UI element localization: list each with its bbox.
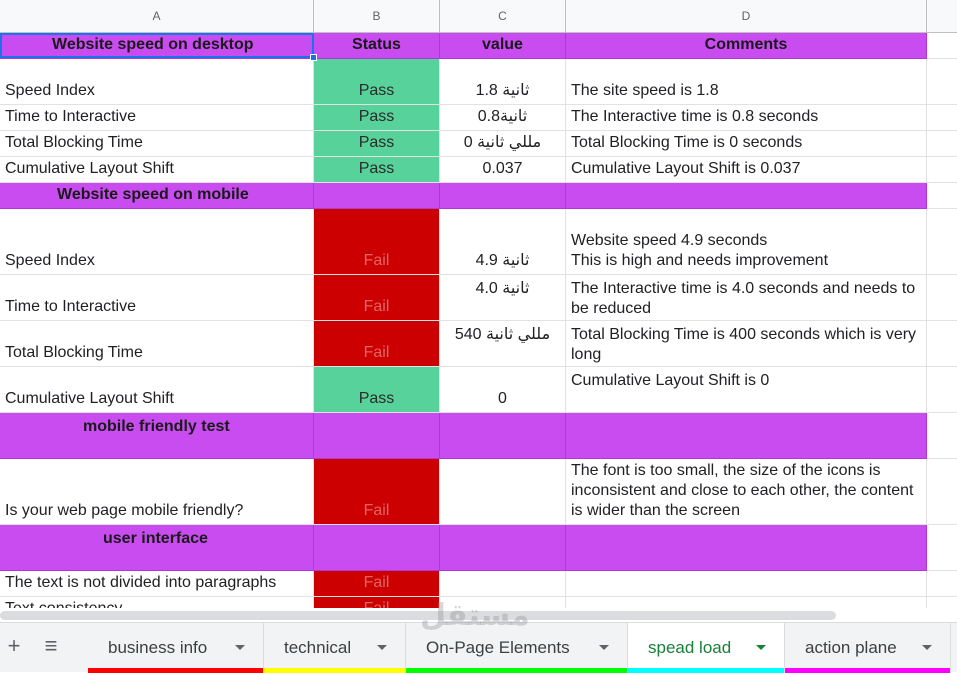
section-header-row <box>0 525 957 571</box>
table-row <box>0 321 957 367</box>
cell-d[interactable] <box>566 209 927 275</box>
cell-b[interactable] <box>314 209 440 275</box>
cell-text: Website speed on desktop <box>52 36 254 53</box>
cell-d[interactable] <box>566 59 927 105</box>
cell-c[interactable] <box>440 459 566 525</box>
cell-d[interactable] <box>566 183 927 209</box>
section-header-row <box>0 413 957 459</box>
empty-column-cell[interactable] <box>927 321 957 367</box>
cell-b[interactable] <box>314 459 440 525</box>
section-header-row <box>0 183 957 209</box>
cell-c[interactable] <box>440 571 566 597</box>
empty-column-cell[interactable] <box>927 209 957 275</box>
cell-d[interactable] <box>566 157 927 183</box>
cell-text: mobile friendly test <box>83 418 230 435</box>
cell-c[interactable] <box>440 33 566 59</box>
cell-a[interactable] <box>0 59 314 105</box>
table-row <box>0 209 957 275</box>
cell-d[interactable] <box>566 459 927 525</box>
cell-text: Total Blocking Time is 400 seconds which is very long <box>571 326 917 363</box>
cell-a[interactable] <box>0 209 314 275</box>
empty-column-cell[interactable] <box>927 131 957 157</box>
cell-b[interactable] <box>314 571 440 597</box>
cell-text: user interface <box>103 530 208 547</box>
cell-a[interactable] <box>0 413 314 459</box>
cell-d[interactable] <box>566 525 927 571</box>
cell-d[interactable] <box>566 131 927 157</box>
empty-column-cell[interactable] <box>927 183 957 209</box>
sheet-tab[interactable] <box>264 623 406 673</box>
cell-text: Pass <box>358 160 395 177</box>
tab-color-bar <box>628 668 784 673</box>
cell-d[interactable] <box>566 275 927 321</box>
sheet-tab-label: action plane <box>805 638 897 657</box>
empty-column-cell[interactable] <box>927 413 957 459</box>
sheet-tab-label: On-Page Elements <box>426 638 570 657</box>
cell-text: Fail <box>363 252 390 269</box>
cell-text: Is your web page mobile friendly? <box>5 502 244 519</box>
cell-text: 4.9 ثانية <box>475 252 530 269</box>
cell-text: Fail <box>363 298 390 315</box>
empty-column-cell[interactable] <box>927 367 957 413</box>
cell-c[interactable] <box>440 59 566 105</box>
empty-column-cell[interactable] <box>927 459 957 525</box>
cell-a[interactable] <box>0 131 314 157</box>
chevron-down-icon[interactable] <box>922 645 932 650</box>
cell-text: Cumulative Layout Shift is 0.037 <box>571 160 801 177</box>
empty-column-cell[interactable] <box>927 275 957 321</box>
cell-text: The text is not divided into paragraphs <box>5 574 277 591</box>
cell-text: Fail <box>363 344 390 361</box>
cell-text: Comments <box>704 36 788 53</box>
fill-handle[interactable] <box>310 54 317 61</box>
cell-a[interactable] <box>0 183 314 209</box>
cell-text: Status <box>352 36 401 53</box>
cell-b[interactable] <box>314 131 440 157</box>
sheet-tab[interactable] <box>628 623 785 673</box>
tab-color-bar <box>88 668 263 673</box>
cell-c[interactable] <box>440 525 566 571</box>
cell-c[interactable] <box>440 413 566 459</box>
cell-text: Pass <box>358 82 395 99</box>
cell-text: Time to Interactive <box>5 108 137 125</box>
table-row <box>0 275 957 321</box>
cell-text: value <box>482 36 523 53</box>
cell-text: Cumulative Layout Shift <box>5 160 174 177</box>
cell-c[interactable] <box>440 131 566 157</box>
cell-text: Cumulative Layout Shift <box>5 390 174 407</box>
cell-d[interactable] <box>566 105 927 131</box>
cell-text: The Interactive time is 0.8 seconds <box>571 108 819 125</box>
scrollbar-thumb[interactable] <box>0 611 836 620</box>
empty-column-cell[interactable] <box>927 105 957 131</box>
cell-text: 540 مللي ثانية <box>454 326 551 343</box>
cell-text: Speed Index <box>5 82 95 99</box>
cell-b[interactable] <box>314 275 440 321</box>
cell-c[interactable] <box>440 105 566 131</box>
cell-c[interactable] <box>440 183 566 209</box>
section-header-row <box>0 33 957 59</box>
cell-text: Time to Interactive <box>5 298 137 315</box>
empty-column-cell[interactable] <box>927 525 957 571</box>
sheet-tab-label: business info <box>108 638 208 657</box>
cell-d[interactable] <box>566 413 927 459</box>
table-row <box>0 59 957 105</box>
sheet-tab[interactable] <box>406 623 628 673</box>
chevron-down-icon[interactable] <box>235 645 245 650</box>
all-sheets-menu-icon[interactable]: ≡ <box>44 633 58 658</box>
cell-text: 0.037 <box>482 160 523 177</box>
cell-c[interactable] <box>440 321 566 367</box>
cell-b[interactable] <box>314 105 440 131</box>
cell-d[interactable] <box>566 571 927 597</box>
column-header-bar <box>0 0 957 33</box>
sheet-tab-label: spead load <box>648 638 732 657</box>
chevron-down-icon[interactable] <box>377 645 387 650</box>
table-row <box>0 367 957 413</box>
cell-a[interactable] <box>0 571 314 597</box>
cell-text: Website speed on mobile <box>57 186 249 203</box>
column-header-d[interactable]: D <box>566 0 927 33</box>
cell-text: The font is too small, the size of the icons is inconsistent and close to each other, the content is wider than the screen <box>571 462 914 519</box>
cell-a[interactable] <box>0 157 314 183</box>
tab-color-bar <box>406 668 627 673</box>
cell-text: Pass <box>358 390 395 407</box>
cell-a[interactable] <box>0 525 314 571</box>
cell-text: 4.0 ثانية <box>475 280 530 297</box>
cell-text: The site speed is 1.8 <box>571 82 719 99</box>
tab-color-bar <box>785 668 950 673</box>
cell-a[interactable] <box>0 321 314 367</box>
add-sheet-icon[interactable]: + <box>7 633 21 658</box>
cell-text: Total Blocking Time <box>5 344 143 361</box>
cell-b[interactable] <box>314 33 440 59</box>
table-row <box>0 459 957 525</box>
cell-text: Total Blocking Time <box>5 134 143 151</box>
empty-column-cell[interactable] <box>927 33 957 59</box>
cell-a[interactable] <box>0 275 314 321</box>
cell-text: Total Blocking Time is 0 seconds <box>571 134 803 151</box>
sheet-tab-label: technical <box>284 638 352 657</box>
horizontal-scrollbar[interactable] <box>0 608 957 622</box>
cell-text: 1.8 ثانية <box>475 82 530 99</box>
cell-c[interactable] <box>440 209 566 275</box>
cell-c[interactable] <box>440 367 566 413</box>
table-row <box>0 157 957 183</box>
cell-text: Pass <box>358 108 395 125</box>
cell-a[interactable] <box>0 33 314 59</box>
cell-b[interactable] <box>314 157 440 183</box>
table-row <box>0 131 957 157</box>
cell-b[interactable] <box>314 321 440 367</box>
empty-column-cell[interactable] <box>927 157 957 183</box>
cell-b[interactable] <box>314 525 440 571</box>
cell-text: Cumulative Layout Shift is 0 <box>571 372 770 389</box>
cell-c[interactable] <box>440 275 566 321</box>
cell-b[interactable] <box>314 413 440 459</box>
cell-d[interactable] <box>566 33 927 59</box>
cell-b[interactable] <box>314 183 440 209</box>
cell-d[interactable] <box>566 367 927 413</box>
column-header-c[interactable]: C <box>440 0 566 33</box>
watermark-logo: مستقل <box>420 598 530 633</box>
cell-text: 0 مللي ثانية <box>463 134 542 151</box>
chevron-down-icon[interactable] <box>756 645 766 650</box>
cell-text: 0 <box>498 390 507 407</box>
cell-a[interactable] <box>0 367 314 413</box>
sheet-tab[interactable] <box>88 623 264 673</box>
cell-text: Fail <box>363 574 390 591</box>
column-header-a[interactable]: A <box>0 0 314 33</box>
cell-text: Pass <box>358 134 395 151</box>
empty-column-cell[interactable] <box>927 571 957 597</box>
sheet-tab[interactable] <box>785 623 951 673</box>
sheet-tab-bar <box>0 622 957 672</box>
cell-text: 0.8ثانية <box>477 108 528 125</box>
cell-text: Fail <box>363 502 390 519</box>
table-row <box>0 571 957 597</box>
cell-text: Speed Index <box>5 252 95 269</box>
cell-text: Website speed 4.9 seconds This is high and needs improvement <box>571 232 829 269</box>
cell-c[interactable] <box>440 157 566 183</box>
cell-b[interactable] <box>314 59 440 105</box>
empty-column-cell[interactable] <box>927 59 957 105</box>
cell-a[interactable] <box>0 459 314 525</box>
cell-text: The Interactive time is 4.0 seconds and needs to be reduced <box>571 280 916 317</box>
tab-color-bar <box>264 668 405 673</box>
column-header-b[interactable]: B <box>314 0 440 33</box>
cell-b[interactable] <box>314 367 440 413</box>
cell-a[interactable] <box>0 105 314 131</box>
chevron-down-icon[interactable] <box>599 645 609 650</box>
cell-d[interactable] <box>566 321 927 367</box>
table-row <box>0 105 957 131</box>
